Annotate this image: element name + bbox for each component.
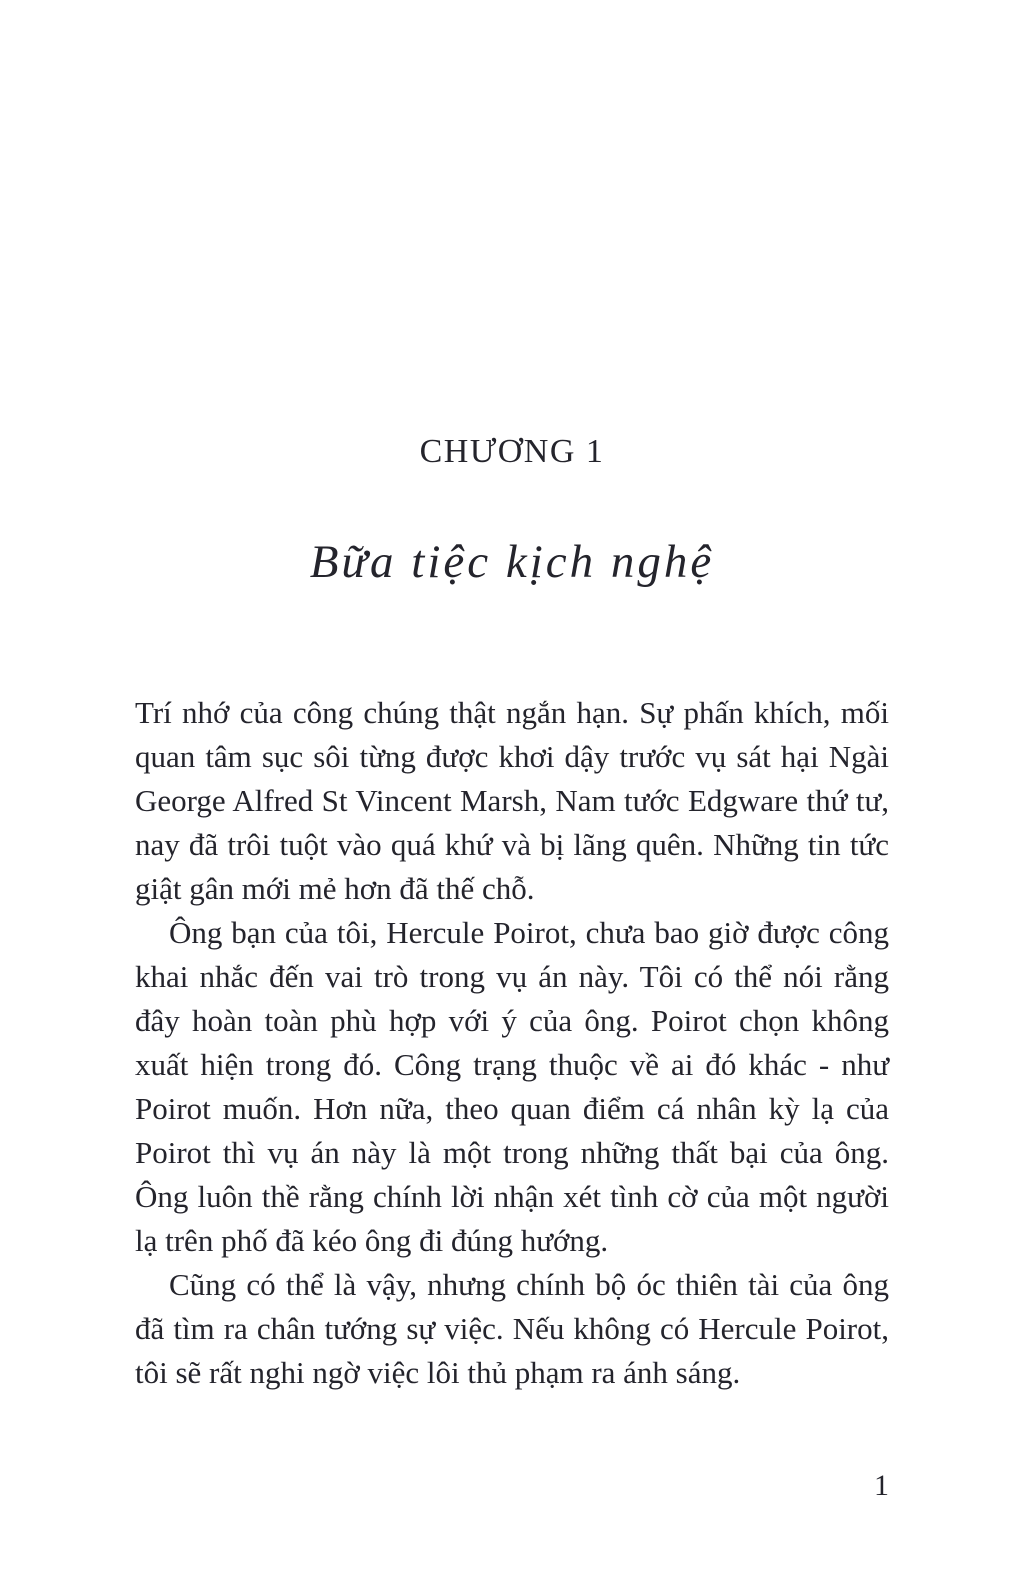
paragraph-2: Ông bạn của tôi, Hercule Poirot, chưa bao giờ được công khai nhắc đến vai trò trong vụ án này. Tôi có thể nói rằng đây hoàn toàn phù hợp với ý của ông. Poirot chọn không xuất hiện trong đó. Công trạng thuộc về ai đó khác - như Poirot muốn. Hơn nữa, theo quan điểm cá nhân kỳ lạ của Poirot thì vụ án này là một trong những thất bại của ông. Ông luôn thề rằng chính lời nhận xét tình cờ của một người lạ trên phố đã kéo ông đi đúng hướng. (135, 915, 889, 1258)
chapter-title: Bữa tiệc kịch nghệ (309, 536, 715, 588)
chapter-number-heading: CHƯƠNG 1 (419, 433, 605, 470)
page-number: 1 (874, 1469, 889, 1502)
chapter-body (135, 691, 889, 1395)
paragraph-3: Cũng có thể là vậy, nhưng chính bộ óc thiên tài của ông đã tìm ra chân tướng sự việc. Nếu không có Hercule Poirot, tôi sẽ rất nghi ngờ việc lôi thủ phạm ra ánh sáng. (135, 1267, 889, 1390)
paragraph-1: Trí nhớ của công chúng thật ngắn hạn. Sự phấn khích, mối quan tâm sục sôi từng được khơi dậy trước vụ sát hại Ngài George Alfred St Vincent Marsh, Nam tước Edgware thứ tư, nay đã trôi tuột vào quá khứ và bị lãng quên. Những tin tức giật gân mới mẻ hơn đã thế chỗ. (135, 695, 889, 906)
